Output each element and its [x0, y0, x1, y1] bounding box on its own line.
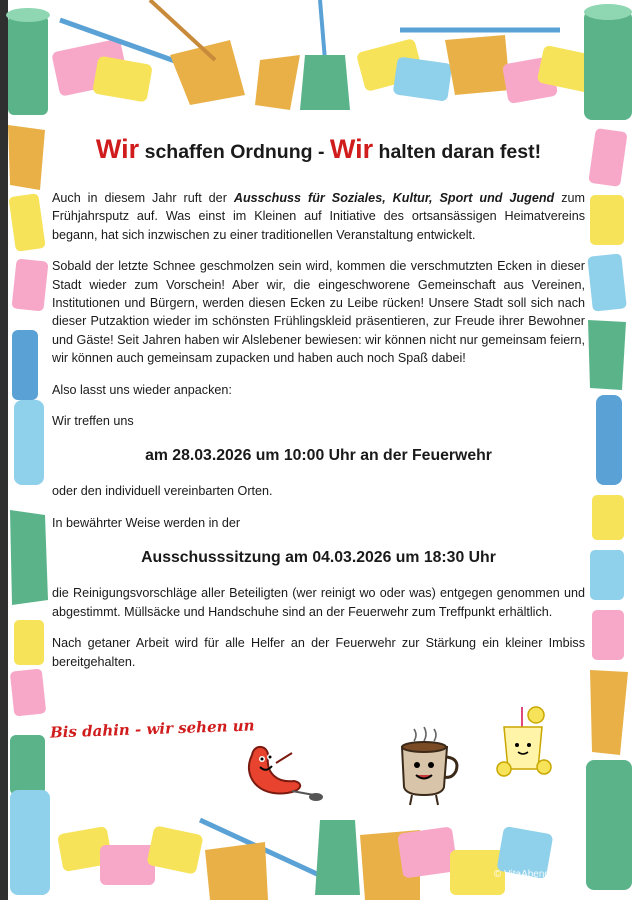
intro-text-before: Auch in diesem Jahr ruft der [52, 191, 234, 205]
meeting-date-line: Ausschusssitzung am 04.03.2026 um 18:30 Uhr [141, 549, 496, 567]
call-to-action: Also lasst uns wieder anpacken: [52, 382, 232, 397]
headline-word-2: Wir [329, 134, 374, 164]
flyer-body [52, 132, 585, 684]
headline-part-1: schaffen Ordnung - [139, 141, 330, 163]
intro-paragraph [52, 189, 585, 244]
paragraph-spring-cleaning: Sobald der letzte Schnee geschmolzen sein wird, kommen die verschmutzten Ecken in dieser Stadt wieder zum Vorschein! Aber wir, die eingeschworene Gemeinschaft aus Vereinen, Institutionen und Bürgern, werden diesen Ecken zu Leibe rücken! Unsere Stadt soll sich nach dieser Putzaktion wieder im schönsten Frühlingskleid präsentieren, zur Freude ihrer Bewohner und Gäste! Seit Jahren haben wir Alslebener bewiesen: wir können nicht nur gemeinsam feiern, wir können auch gemeinsam zupacken und haben auch noch Spaß dabei! [52, 259, 585, 366]
sausage-mascot-icon [232, 735, 327, 810]
event-date-line: am 28.03.2026 um 10:00 Uhr an der Feuerwehr [145, 447, 492, 465]
coffee-cup-mascot-icon [392, 725, 467, 810]
meeting-intro: In bewährter Weise werden in der [52, 515, 241, 530]
headline-part-2: halten daran fest! [373, 141, 542, 163]
watermark: © VitaAbend™ [493, 869, 560, 880]
closing-greeting: Bis dahin - wir sehen un [49, 716, 255, 742]
committee-name: Ausschuss für Soziales, Kultur, Sport und Jugend [233, 191, 555, 205]
alternative-locations: oder den individuell vereinbarten Orten. [52, 484, 273, 499]
intro-text-after: zum Frühjahrsputz auf. Was einst im Kleinen auf Initiative des ortsansässigen Heimatvereins begann, hat sich inzwischen zu einer traditionellen Veranstaltung entwickelt. [52, 191, 585, 242]
headline-word-1: Wir [95, 134, 140, 164]
lemonade-mascot-icon [492, 705, 557, 780]
meet-intro: Wir treffen uns [52, 414, 134, 429]
page-title [52, 132, 585, 169]
snack-info: Nach getaner Arbeit wird für alle Helfer an der Feuerwehr zur Stärkung ein kleiner Imbiss bereitgehalten. [52, 636, 585, 669]
meeting-details: die Reinigungsvorschläge aller Beteiligten (wer reinigt wo oder was) entgegen genommen und abgestimmt. Müllsäcke und Handschuhe sind an der Feuerwehr zum Treffpunkt erhältlich. [52, 586, 585, 619]
